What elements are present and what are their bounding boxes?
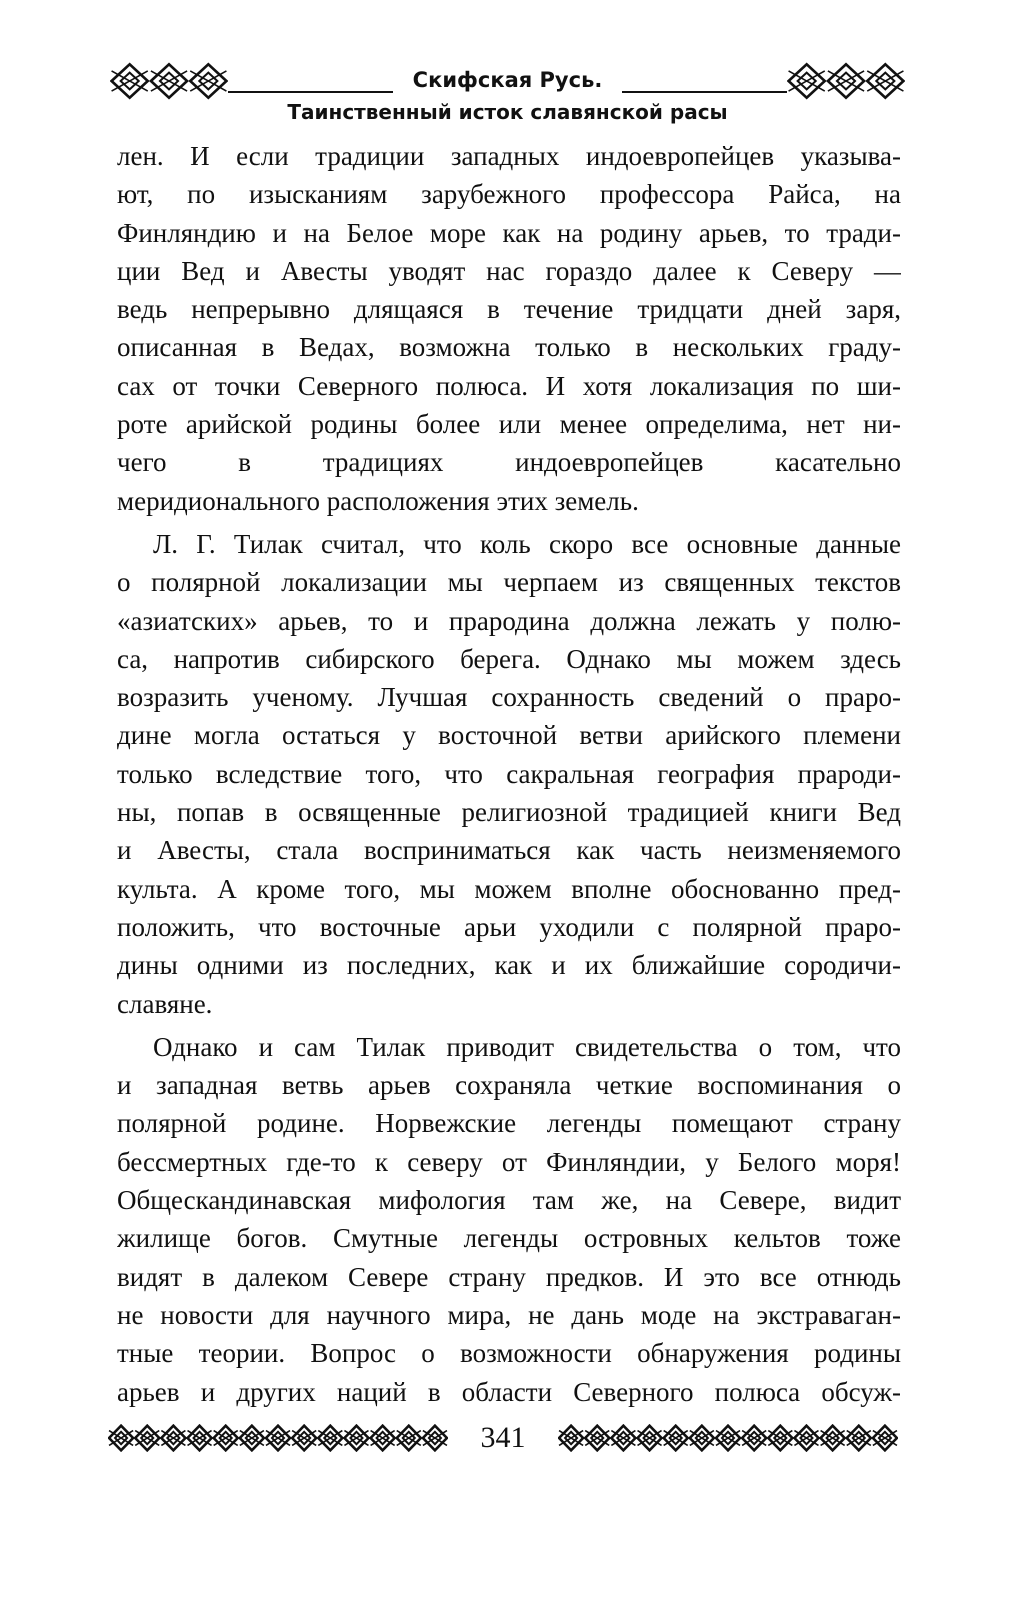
text-line: меридионального расположения этих земель. — [117, 485, 639, 516]
text-line: роте арийской родины более или менее определима, нет ни- — [117, 409, 901, 440]
text-line: са, напротив сибирского берега. Однако мы можем здесь — [117, 643, 901, 674]
text-line: положить, что восточные арьи уходили с полярной праро- — [117, 911, 901, 942]
text-line: славяне. — [117, 988, 213, 1019]
book-title: Скифская Русь. — [412, 68, 603, 92]
text-line: ют, по изысканиям зарубежного профессора Райса, на — [117, 179, 901, 210]
text-line: ведь непрерывно длящаяся в течение тридцати дней заря, — [117, 294, 901, 325]
text-line: Финляндию и на Белое море как на родину арьев, то тради- — [117, 217, 901, 248]
text-line: Л. Г. Тилак считал, что коль скоро все основные данные — [153, 528, 901, 559]
page-footer — [108, 1418, 898, 1458]
paragraph — [117, 1028, 901, 1411]
text-line: и западная ветвь арьев сохраняла четкие воспоминания о — [117, 1070, 901, 1101]
text-line: полярной родине. Норвежские легенды помещают страну — [117, 1108, 901, 1139]
text-line: чего в традициях индоевропейцев касательно — [117, 447, 901, 478]
text-line: возразить ученому. Лучшая сохранность сведений о прaро- — [117, 682, 901, 713]
text-line: арьев и других наций в области Северного полюса обсуж- — [117, 1376, 901, 1407]
text-line: жилище богов. Смутные легенды островных кельтов тоже — [117, 1223, 901, 1254]
text-line: бессмертных где-то к северу от Финляндии, у Белого моря! — [117, 1146, 901, 1177]
body-text — [117, 137, 901, 1411]
text-line: не новости для научного мира, не дань моде на экстраваган- — [117, 1299, 901, 1330]
page-number: 341 — [480, 1421, 526, 1454]
text-line: Однако и сам Тилак приводит свидетельства о том, что — [153, 1031, 901, 1062]
text-line: ции Вед и Авесты уводят нас гораздо далее к Северу — — [117, 255, 901, 286]
text-line: «азиатских» арьев, то и прародина должна лежать у полю- — [117, 605, 901, 636]
running-header — [110, 60, 905, 130]
header-rule — [228, 91, 393, 93]
interlace-ornament-icon — [787, 62, 905, 100]
interlace-ornament-icon — [558, 1424, 898, 1452]
text-line: культа. А кроме того, мы можем вполне обоснованно пред- — [117, 873, 901, 904]
interlace-ornament-icon — [108, 1424, 448, 1452]
book-subtitle: Таинственный исток славянской расы — [287, 100, 728, 124]
text-line: видят в далеком Севере страну предков. И это все отнюдь — [117, 1261, 901, 1292]
header-rule — [622, 91, 787, 93]
text-line: только вследствие того, что сакральная география прароди- — [117, 758, 901, 789]
text-line: сах от точки Северного полюса. И хотя локализация по ши- — [117, 370, 901, 401]
text-line: дины одними из последних, как и их ближайшие сородичи- — [117, 950, 901, 981]
interlace-ornament-icon — [110, 62, 228, 100]
text-line: тные теории. Вопрос о возможности обнаружения родины — [117, 1338, 901, 1369]
text-line: ны, попав в освященные религиозной традицией книги Вед — [117, 797, 901, 828]
text-line: о полярной локализации мы черпаем из священных текстов — [117, 567, 901, 598]
text-line: лен. И если традиции западных индоевропейцев указыва- — [117, 141, 901, 171]
paragraph — [117, 525, 901, 1023]
text-line: дине могла остаться у восточной ветви арийского племени — [117, 720, 901, 751]
text-line: описанная в Ведах, возможна только в нескольких граду- — [117, 332, 901, 363]
text-line: Общескандинавская мифология там же, на Севере, видит — [117, 1185, 901, 1216]
paragraph — [117, 137, 901, 520]
text-line: и Авесты, стала восприниматься как часть неизменяемого — [117, 835, 901, 866]
